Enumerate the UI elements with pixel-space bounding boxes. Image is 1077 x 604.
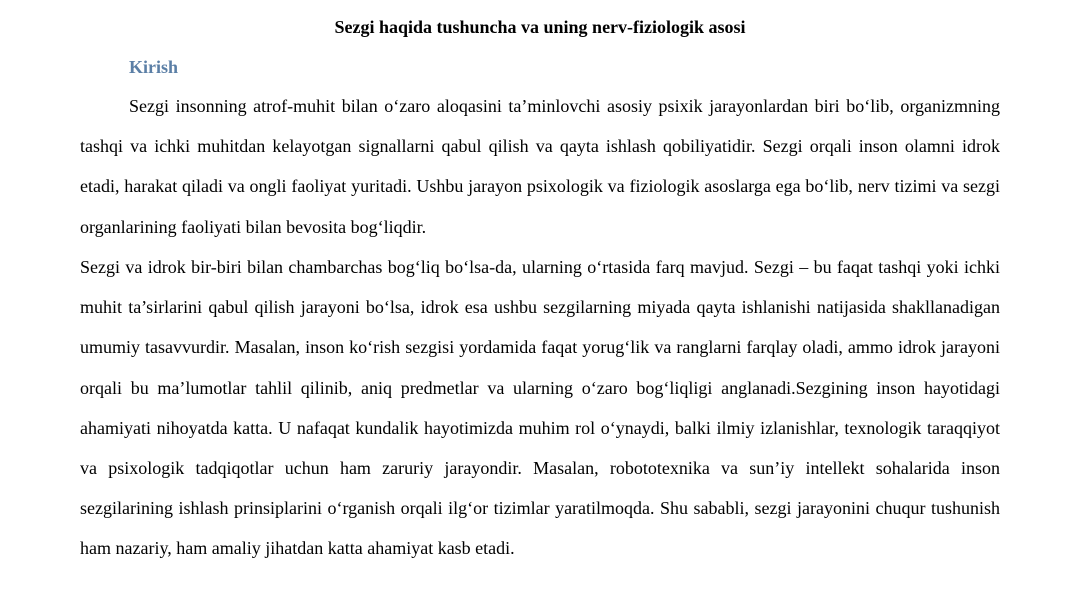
section-heading-kirish: Kirish: [129, 57, 179, 77]
paragraph-1: Sezgi insonning atrof-muhit bilan o‘zaro aloqasini ta’minlovchi asosiy psixik jarayonlardan biri bo‘lib, organizmning tashqi va ichki muhitdan kelayotgan signallarni qabul qilish va qayta ishlash qobiliyatidir. Sezgi orqali inson olamni idrok etadi, harakat qiladi va ongli faoliyat yuritadi. Ushbu jarayon psixologik va fiziologik asoslarga ega bo‘lib, nerv tizimi va sezgi organlarining faoliyati bilan bevosita bog‘liqdir.: [80, 96, 1000, 237]
paragraph-2: Sezgi va idrok bir-biri bilan chambarchas bog‘liq bo‘lsa-da, ularning o‘rtasida farq mavjud. Sezgi – bu faqat tashqi yoki ichki muhit ta’sirlarini qabul qilish jarayoni bo‘lsa, idrok esa ushbu sezgilarning miyada qayta ishlanishi natijasida shakllanadigan umumiy tasavvurdir. Masalan, inson ko‘rish sezgisi yordamida faqat yorug‘lik va ranglarni farqlay oladi, ammo idrok jarayoni orqali bu ma’lumotlar tahlil qilinib, aniq predmetlar va ularning o‘zaro bog‘liqligi anglanadi.Sezgining inson hayotidagi ahamiyati nihoyatda katta. U nafaqat kundalik hayotimizda muhim rol o‘ynaydi, balki ilmiy izlanishlar, texnologik taraqqiyot va psixologik tadqiqotlar uchun ham zaruriy jarayondir. Masalan, robototexnika va sun’iy intellekt sohalarida inson sezgilarining ishlash prinsiplarini o‘rganish orqali ilg‘or tizimlar yaratilmoqda. Shu sababli, sezgi jarayonini chuqur tushunish ham nazariy, ham amaliy jihatdan katta ahamiyat kasb etadi.: [80, 257, 1000, 559]
document-title: Sezgi haqida tushuncha va uning nerv-fiziologik asosi: [334, 17, 746, 37]
